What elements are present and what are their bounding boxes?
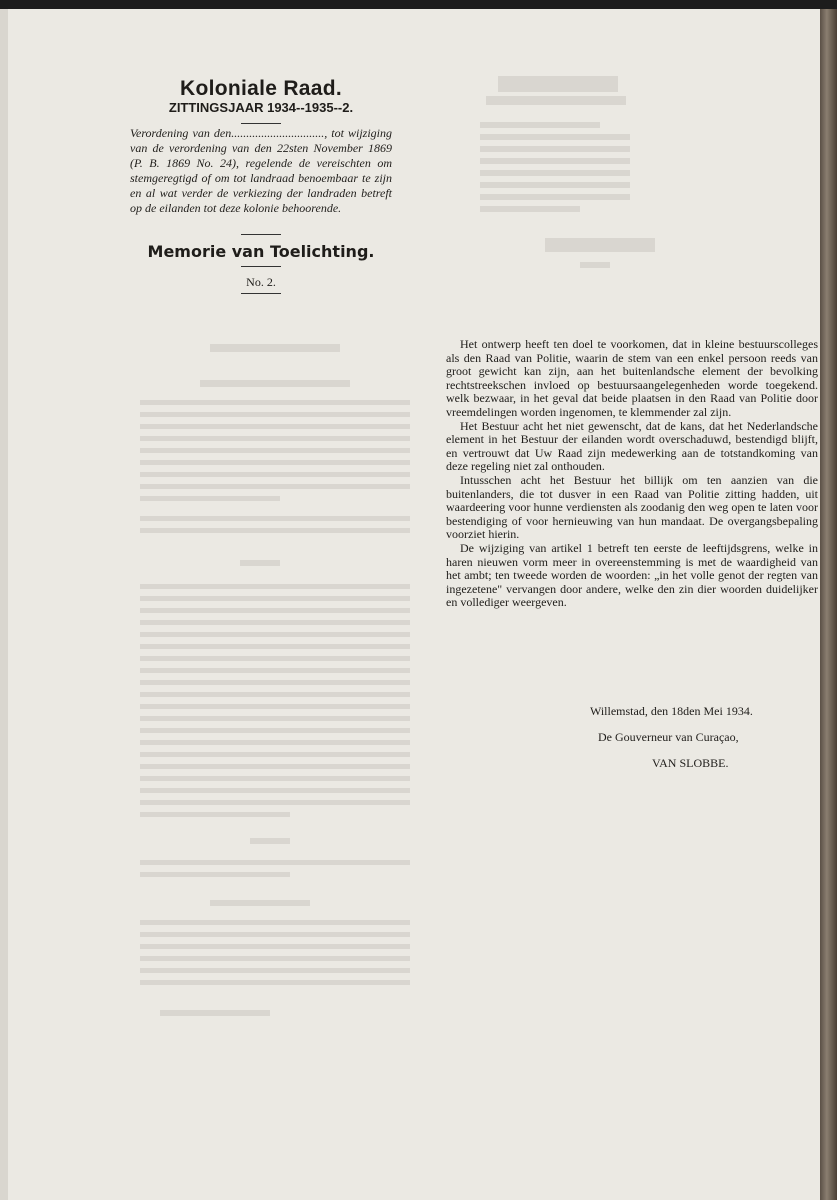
body-paragraph: Intusschen acht het Bestuur het billijk om ten aanzien van die buitenlanders, die tot dusver in een Raad van Politie zitting hadden, uit waardeering voor hunne verdiensten als zoodanig den weg open te laten voor bestendiging of voor hernieuwing van hun mandaat. De overgangsbepaling voorziet hierin. (446, 472, 818, 542)
signatory-role: De Gouverneur van Curaçao, (598, 730, 739, 744)
session-year: ZITTINGSJAAR 1934--1935--2. (168, 100, 354, 115)
document-header (130, 78, 392, 124)
memorie-title: Memorie van Toelichting. (147, 242, 375, 261)
body-paragraph: Het ontwerp heeft ten doel te voorkomen, dat in kleine bestuurscolleges als den Raad van Politie, waarin de stem van een enkel persoon reeds van groot gewicht kan zijn, aan het buitenlandsche element der bevolking rechtstreekschen invloed op bestuursaangelegenheden worde toegekend. welk bezwaar, in het geval dat beide plaatsen in den Raad van Politie door vreemdelingen worden ingenomen, te klemmender zal zijn. (446, 337, 818, 419)
memorie-divider-mid (241, 266, 281, 267)
place-date: Willemstad, den 18den Mei 1934. (590, 704, 753, 718)
institution-title: Koloniale Raad. (179, 77, 343, 100)
document-number: No. 2. (246, 275, 276, 289)
memorie-divider-top (241, 234, 281, 235)
body-paragraph: De wijziging van artikel 1 betreft ten eerste de leeftijdsgrens, welke in haren nieuwen vorm meer in overeenstemming is met de waardigheid van het ambt; ten tweede worden de woorden: „in het volle genot der regten van ingezetene" vervangen door andere, welke den zin dier woorden duidelijker en vollediger weergeven. (446, 540, 818, 610)
memorie-divider-bottom (241, 293, 281, 294)
header-divider (241, 123, 281, 124)
memorie-block (130, 234, 392, 294)
signatory-name: VAN SLOBBE. (652, 756, 729, 770)
body-paragraph: Het Bestuur acht het niet gewenscht, dat de kans, dat het Nederlandsche element in het Bestuur der eilanden wordt overschaduwd, bestendigd blijft, en vertrouwt dat Uw Raad zijn medewerking aan de totstandkoming van deze regeling niet zal onthouden. (446, 418, 818, 474)
ordinance-title: Verordening van den..............................., tot wijziging van de verordening van den 22sten November 1869 (P. B. 1869 No. 24), regelende de vereischten om stemgeregtigd of om tot landraad benoembaar te zijn en al wat verder de verkiezing der landraden betreft op de eilanden tot deze kolonie behoorende. (130, 126, 392, 215)
explanatory-memorandum-body (446, 338, 818, 610)
